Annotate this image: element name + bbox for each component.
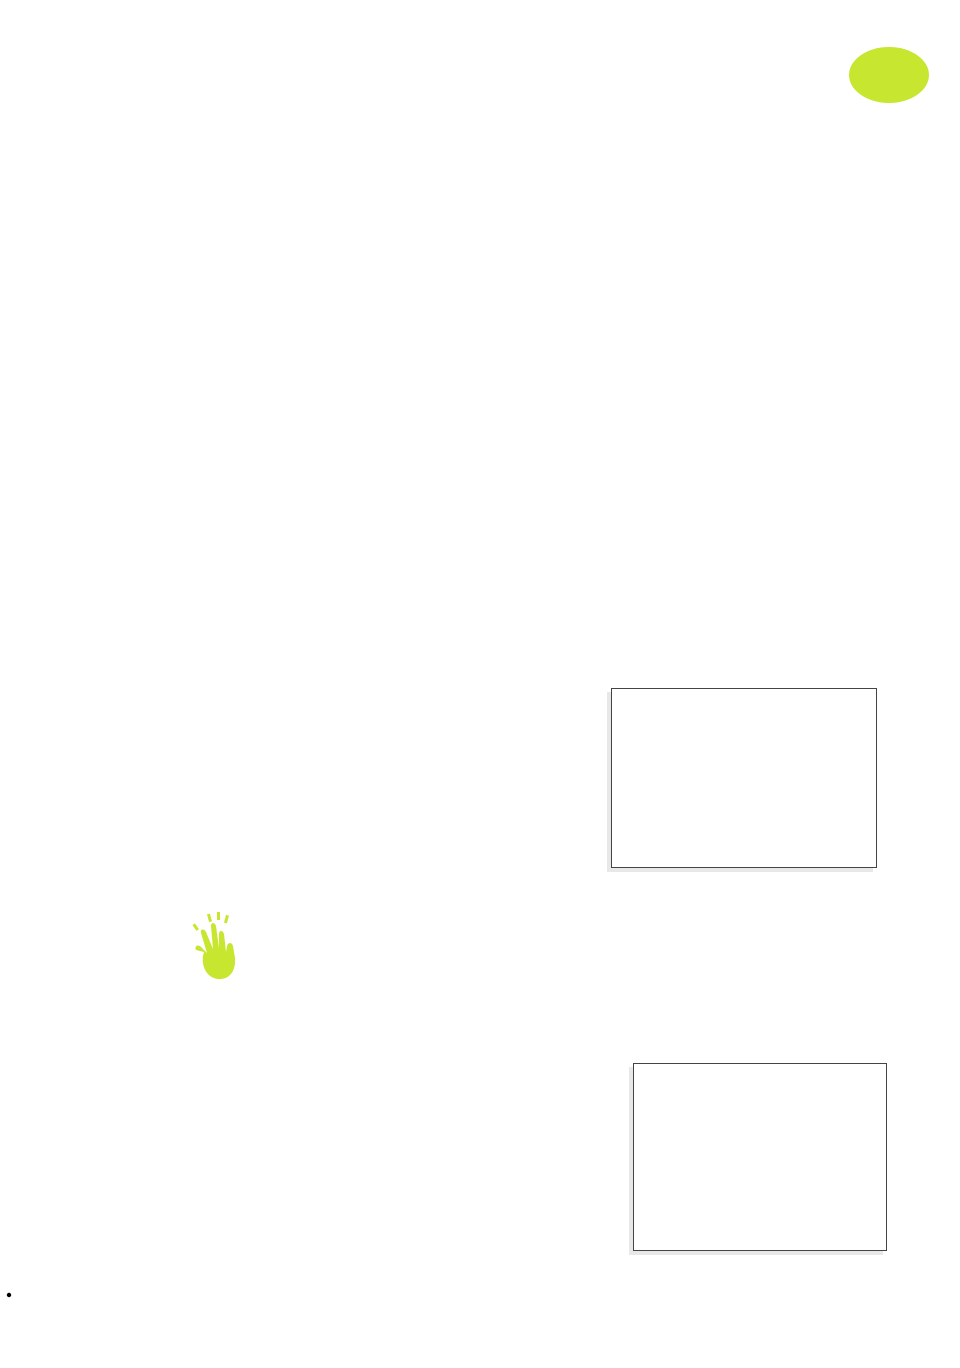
why-column-3 bbox=[609, 512, 859, 522]
closing-questions bbox=[344, 518, 580, 530]
joke-3 bbox=[90, 1197, 610, 1268]
page-number-badge bbox=[849, 47, 929, 103]
stray-dot bbox=[6, 1292, 12, 1298]
why-column-1 bbox=[65, 510, 300, 544]
joke-2 bbox=[90, 1114, 610, 1156]
smiley-row-1 bbox=[90, 1060, 610, 1078]
dotted-border-top bbox=[0, 0, 960, 60]
theory-column-1 bbox=[65, 208, 301, 216]
why-column-2 bbox=[344, 510, 580, 530]
smiley-row-3 bbox=[90, 1247, 610, 1268]
theory-column-3 bbox=[609, 180, 844, 188]
hand-icon bbox=[186, 912, 244, 982]
emerson-quote-box bbox=[611, 688, 877, 868]
reasons-heading bbox=[65, 518, 300, 536]
theory-column-2 bbox=[344, 180, 580, 188]
joke-1 bbox=[90, 1036, 610, 1078]
dotted-border-right bbox=[920, 0, 960, 1368]
smiley-row-2 bbox=[90, 1138, 610, 1156]
reading-quote-box bbox=[633, 1063, 887, 1251]
